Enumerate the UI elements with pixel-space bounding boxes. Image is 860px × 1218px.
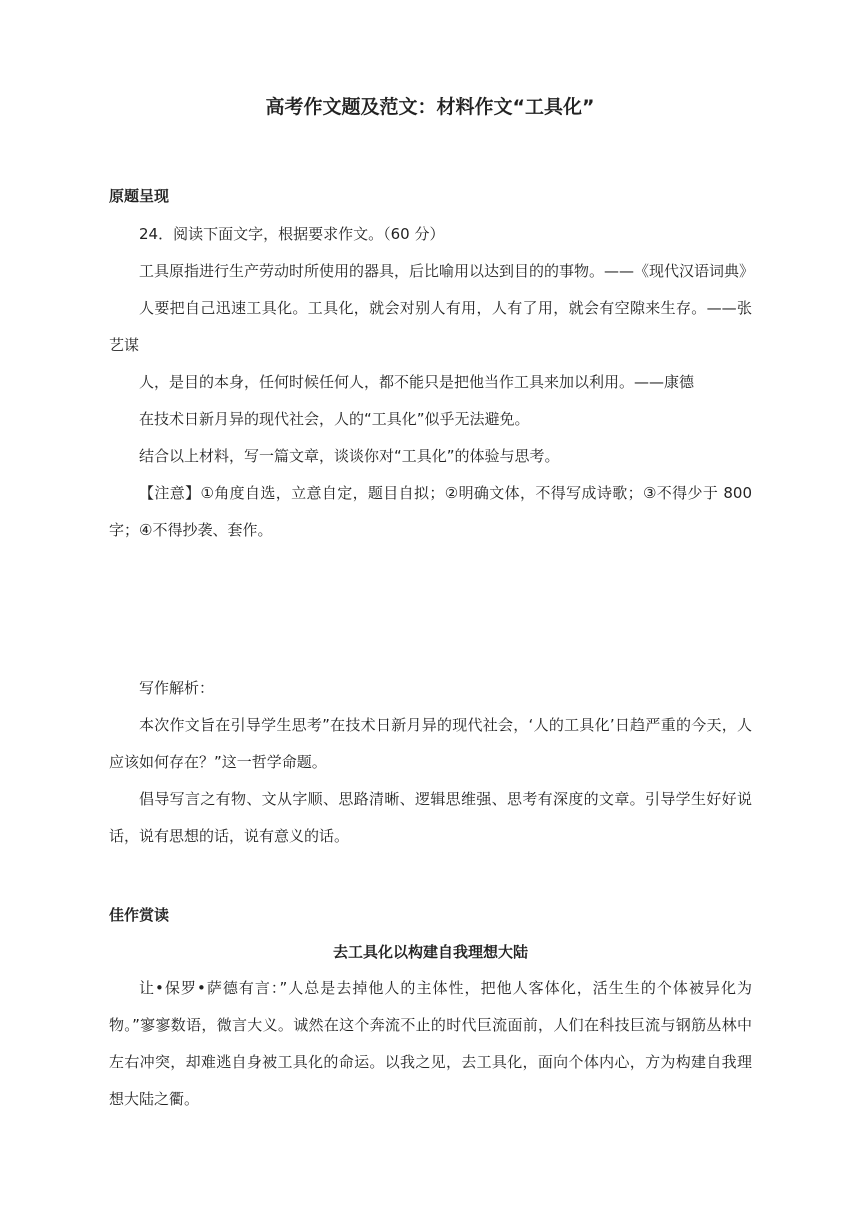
analysis-label: 写作解析： <box>139 679 215 697</box>
essay-title: 去工具化以构建自我理想大陆 <box>332 943 528 961</box>
essay-body <box>109 970 752 1118</box>
writing-task: 结合以上材料，写一篇文章，谈谈你对“工具化”的体验与思考。 <box>139 447 560 465</box>
writing-notes: 【注意】①角度自选，立意自定，题目自拟；②明确文体，不得写成诗歌；③不得少于 800 字；④不得抄袭、套作。 <box>109 484 752 539</box>
quote-dictionary: 工具原指进行生产劳动时所使用的器具，后比喻用以达到目的的事物。——《现代汉语词典》 <box>139 262 755 280</box>
document-title: 高考作文题及范文：材料作文“工具化” <box>265 96 595 118</box>
question-instruction: 24．阅读下面文字，根据要求作文。（60 分） <box>139 225 445 243</box>
essay-paragraph: 让•保罗•萨德有言：”人总是去掉他人的主体性，把他人客体化，活生生的个体被异化为物。”寥寥数语，微言大义。诚然在这个奔流不止的时代巨流面前，人们在科技巨流与钢筋丛林中左右冲突，却难逃自身被工具化的命运。以我之见，去工具化，面向个体内心，方为构建自我理想大陆之衢。 <box>109 979 752 1108</box>
section-heading-model-essay: 佳作赏读 <box>109 906 170 924</box>
original-question-body <box>109 216 755 549</box>
writing-analysis-body <box>109 670 752 855</box>
analysis-purpose: 本次作文旨在引导学生思考”在技术日新月异的现代社会，‘人的工具化’日趋严重的今天，人应该如何存在？”这一哲学命题。 <box>109 716 752 771</box>
quote-zhang-yimou: 人要把自己迅速工具化。工具化，就会对别人有用，人有了用，就会有空隙来生存。——张艺谋 <box>109 299 752 354</box>
analysis-advocacy: 倡导写言之有物、文从字顺、思路清晰、逻辑思维强、思考有深度的文章。引导学生好好说话，说有思想的话，说有意义的话。 <box>109 790 752 845</box>
material-statement: 在技术日新月异的现代社会，人的“工具化”似乎无法避免。 <box>139 410 530 428</box>
section-heading-original-question: 原题呈现 <box>109 187 170 205</box>
quote-kant: 人，是目的本身，任何时候任何人，都不能只是把他当作工具来加以利用。——康德 <box>139 373 695 391</box>
